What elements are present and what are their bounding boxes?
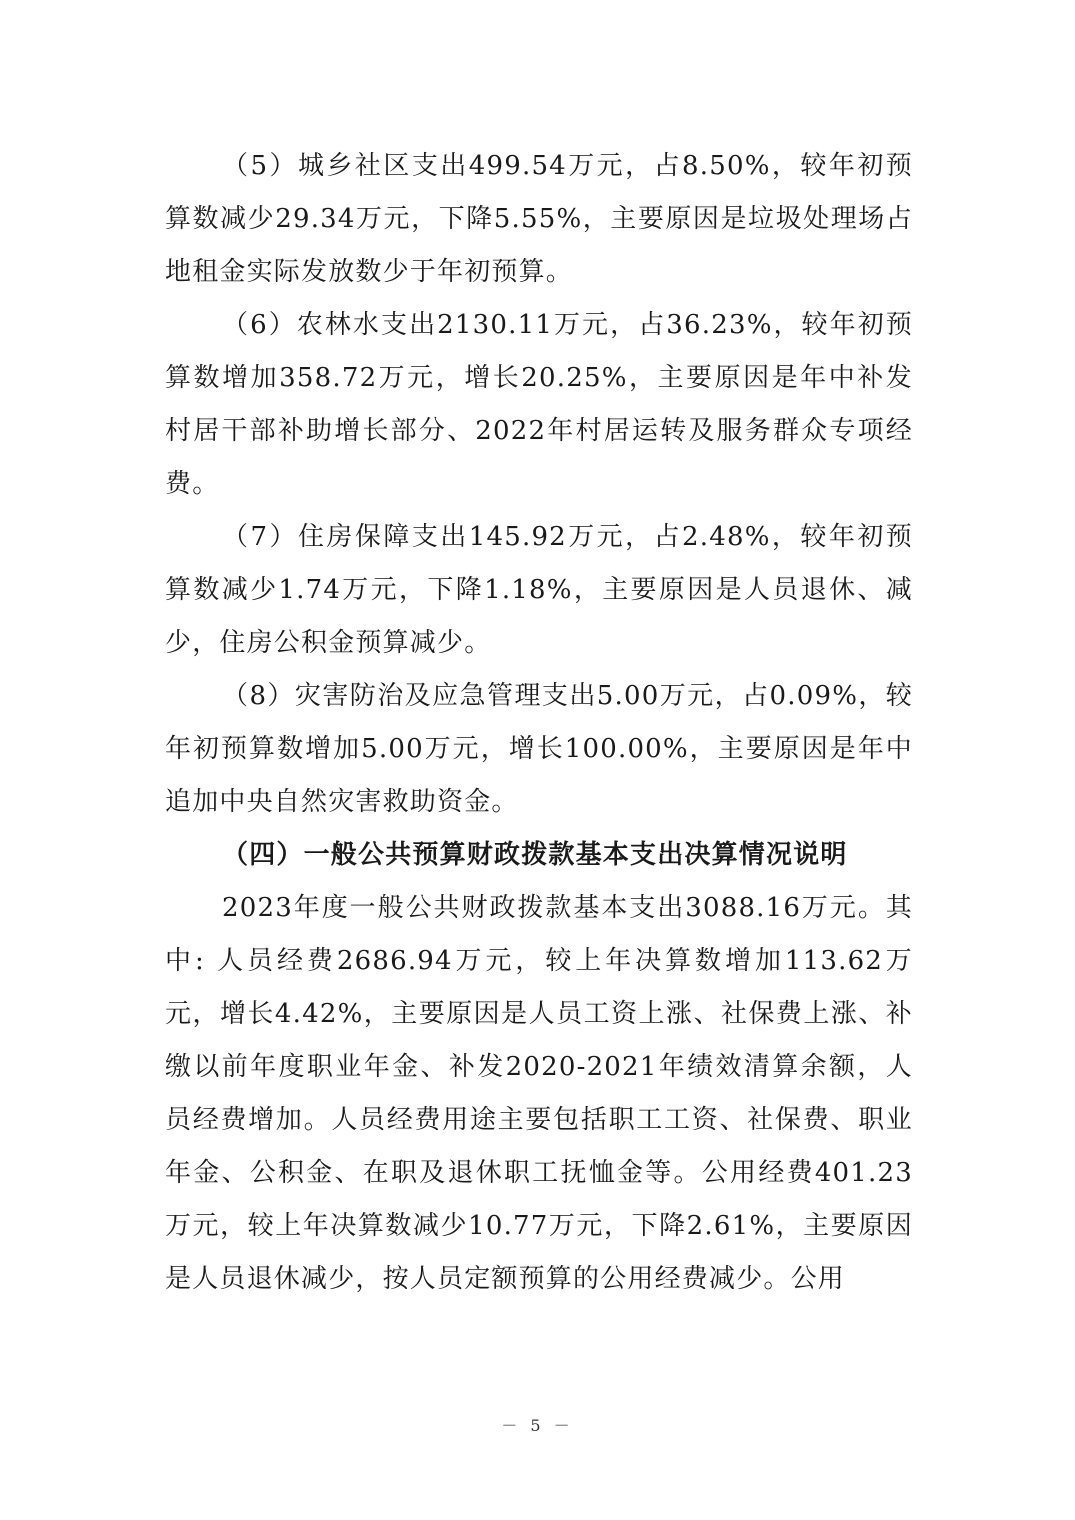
page-content [165, 140, 913, 1306]
page-number: － 5 － [501, 1416, 574, 1435]
paragraph-agriculture-forestry-water: （6）农林水支出2130.11万元，占36.23%，较年初预算数增加358.72万元，增长20.25%，主要原因是年中补发村居干部补助增长部分、2022年村居运转及服务群众专项经费。 [165, 310, 913, 499]
paragraph-urban-rural-community: （5）城乡社区支出499.54万元，占8.50%，较年初预算数减少29.34万元，下降5.55%，主要原因是垃圾处理场占地租金实际发放数少于年初预算。 [165, 151, 913, 287]
paragraph-disaster-prevention: （8）灾害防治及应急管理支出5.00万元，占0.09%，较年初预算数增加5.00万元，增长100.00%，主要原因是年中追加中央自然灾害救助资金。 [165, 681, 913, 817]
section-heading-basic-expenditure: （四）一般公共预算财政拨款基本支出决算情况说明 [222, 840, 848, 870]
paragraph-basic-expenditure: 2023年度一般公共财政拨款基本支出3088.16万元。其中: 人员经费2686.94万元，较上年决算数增加113.62万元，增长4.42%，主要原因是人员工资上涨、社保费上涨、补缴以前年度职业年金、补发2020-2021年绩效清算余额，人员经费增加。人员经费用途主要包括职工工资、社保费、职业年金、公积金、在职及退休职工抚恤金等。公用经费401.23万元，较上年决算数减少10.77万元，下降2.61%，主要原因是人员退休减少，按人员定额预算的公用经费减少。公用 [165, 893, 913, 1294]
paragraph-housing-security: （7）住房保障支出145.92万元，占2.48%，较年初预算数减少1.74万元，下降1.18%，主要原因是人员退休、减少，住房公积金预算减少。 [165, 522, 913, 658]
